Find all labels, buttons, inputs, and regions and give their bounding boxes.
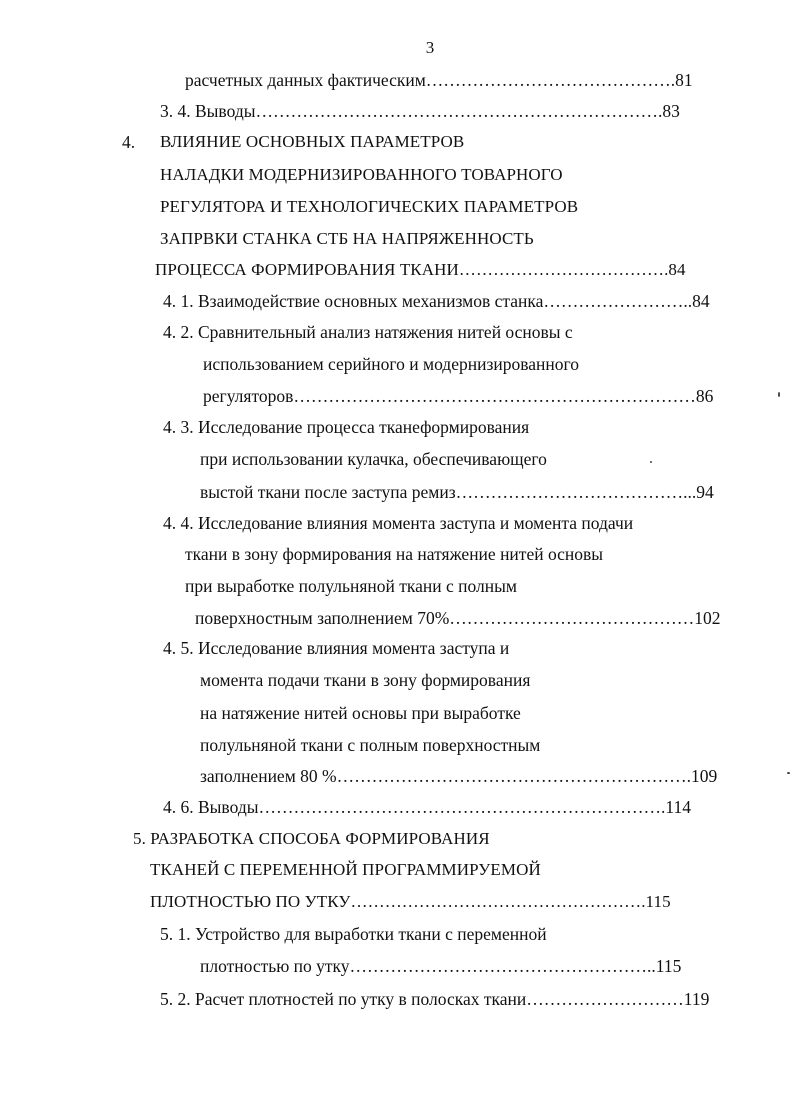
toc-line: плотностью по утку……………………………………………..115 xyxy=(200,956,682,976)
toc-line: при использовании кулачка, обеспечивающего xyxy=(200,449,547,469)
chapter-title-line: ВЛИЯНИЕ ОСНОВНЫХ ПАРАМЕТРОВ xyxy=(160,132,465,151)
page-number: 3 xyxy=(425,38,435,57)
scan-speck xyxy=(778,392,780,397)
toc-line: поверхностным заполнением 70%……………………………………102 xyxy=(195,608,721,628)
toc-line: при выработке полульняной ткани с полным xyxy=(185,576,517,596)
toc-line: заполнением 80 %…………………………………………………….109 xyxy=(200,766,718,786)
toc-line: использованием серийного и модернизированного xyxy=(203,354,580,374)
toc-line: ткани в зону формирования на натяжение нитей основы xyxy=(185,544,604,564)
toc-line: 4. 6. Выводы…………………………………………………………….114 xyxy=(163,797,691,817)
toc-line: выстой ткани после заступа ремиз…………………………………...94 xyxy=(200,482,714,502)
chapter-title-line: ЗАПРВКИ СТАНКА СТБ НА НАПРЯЖЕННОСТЬ xyxy=(160,229,534,248)
toc-line: расчетных данных фактическим…………………………………….81 xyxy=(185,70,693,90)
toc-line: 4. 2. Сравнительный анализ натяжения нитей основы с xyxy=(163,322,573,342)
chapter-number: 4. xyxy=(122,132,136,152)
chapter-title-line: 5. РАЗРАБОТКА СПОСОБА ФОРМИРОВАНИЯ xyxy=(133,829,490,848)
chapter-title-line: ПЛОТНОСТЬЮ ПО УТКУ…………………………………………….115 xyxy=(150,892,671,911)
toc-line: момента подачи ткани в зону формирования xyxy=(200,670,531,690)
chapter-title-line: РЕГУЛЯТОРА И ТЕХНОЛОГИЧЕСКИХ ПАРАМЕТРОВ xyxy=(160,197,579,216)
toc-line: 4. 3. Исследование процесса тканеформирования xyxy=(163,417,530,437)
toc-line: 4. 4. Исследование влияния момента заступа и момента подачи xyxy=(163,513,634,533)
toc-line: регуляторов……………………………………………………………86 xyxy=(203,386,714,406)
toc-line: на натяжение нитей основы при выработке xyxy=(200,703,521,723)
toc-line: полульняной ткани с полным поверхностным xyxy=(200,735,541,755)
toc-line: 3. 4. Выводы…………………………………………………………….83 xyxy=(160,101,680,121)
scan-speck xyxy=(787,772,790,774)
toc-line: 5. 2. Расчет плотностей по утку в полосках ткани………………………119 xyxy=(160,989,710,1009)
chapter-title-line: ПРОЦЕССА ФОРМИРОВАНИЯ ТКАНИ……………………………….84 xyxy=(155,260,686,279)
chapter-title-line: НАЛАДКИ МОДЕРНИЗИРОВАННОГО ТОВАРНОГО xyxy=(160,165,563,184)
scan-speck xyxy=(650,461,652,463)
toc-line: 4. 5. Исследование влияния момента заступа и xyxy=(163,638,510,658)
toc-line: 5. 1. Устройство для выработки ткани с переменной xyxy=(160,924,547,944)
chapter-title-line: ТКАНЕЙ С ПЕРЕМЕННОЙ ПРОГРАММИРУЕМОЙ xyxy=(150,860,541,879)
toc-line: 4. 1. Взаимодействие основных механизмов станка……………………..84 xyxy=(163,291,710,311)
